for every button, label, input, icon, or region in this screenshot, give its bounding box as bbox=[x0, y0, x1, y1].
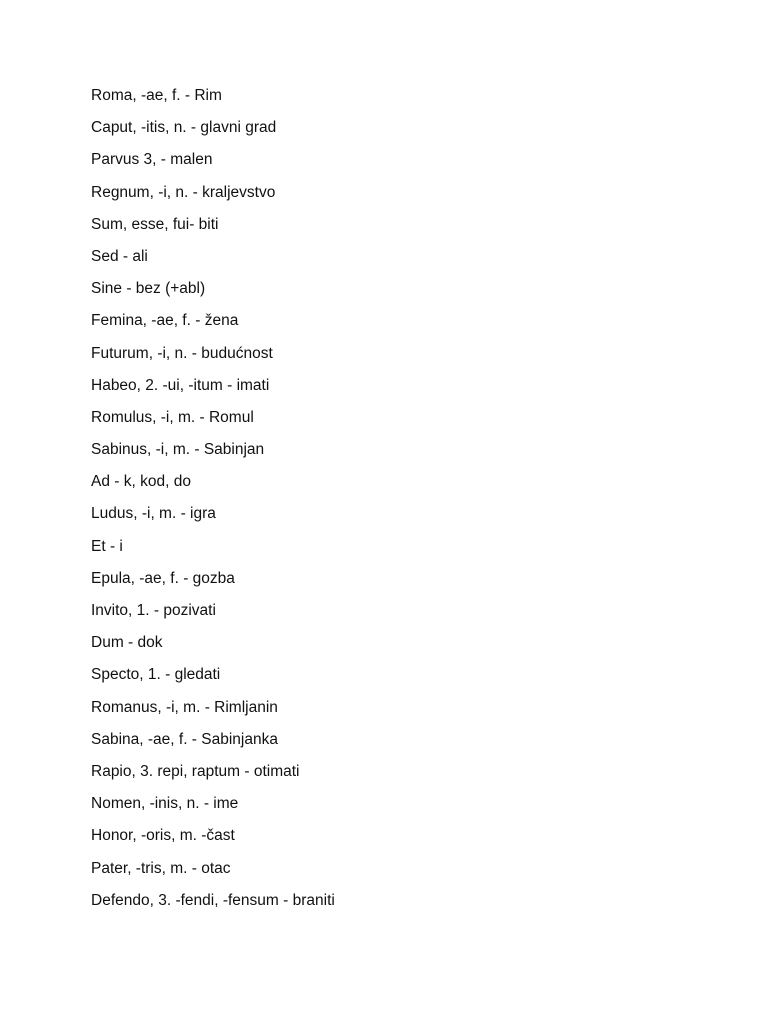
vocab-entry: Romulus, -i, m. - Romul bbox=[91, 408, 254, 426]
vocabulary-list bbox=[91, 86, 335, 923]
vocab-entry: Ad - k, kod, do bbox=[91, 473, 191, 491]
vocab-entry: Caput, -itis, n. - glavni grad bbox=[91, 119, 277, 137]
vocab-entry: Epula, -ae, f. - gozba bbox=[91, 569, 235, 587]
vocab-entry: Sed - ali bbox=[91, 247, 148, 265]
vocab-entry: Parvus 3, - malen bbox=[91, 151, 213, 169]
vocab-entry: Honor, -oris, m. -čast bbox=[91, 827, 235, 845]
vocab-entry: Defendo, 3. -fendi, -fensum - braniti bbox=[91, 891, 335, 909]
vocab-entry: Dum - dok bbox=[91, 634, 163, 652]
vocab-entry: Sum, esse, fui- biti bbox=[91, 215, 219, 233]
vocab-entry: Invito, 1. - pozivati bbox=[91, 602, 216, 619]
vocab-entry: Habeo, 2. -ui, -itum - imati bbox=[91, 376, 270, 394]
vocab-entry: Ludus, -i, m. - igra bbox=[91, 505, 216, 523]
vocab-entry: Futurum, -i, n. - budućnost bbox=[91, 344, 273, 362]
vocab-entry: Femina, -ae, f. - žena bbox=[91, 312, 239, 330]
vocab-entry: Nomen, -inis, n. - ime bbox=[91, 795, 239, 813]
vocab-entry: Roma, -ae, f. - Rim bbox=[91, 87, 222, 104]
vocab-entry: Pater, -tris, m. - otac bbox=[91, 859, 231, 877]
vocab-entry: Regnum, -i, n. - kraljevstvo bbox=[91, 183, 276, 201]
vocab-entry: Rapio, 3. repi, raptum - otimati bbox=[91, 762, 300, 780]
vocab-entry: Sabinus, -i, m. - Sabinjan bbox=[91, 441, 265, 459]
vocab-entry: Specto, 1. - gledati bbox=[91, 666, 221, 684]
vocab-entry: Sabina, -ae, f. - Sabinjanka bbox=[91, 730, 278, 748]
vocab-entry: Sine - bez (+abl) bbox=[91, 280, 206, 298]
vocab-entry: Romanus, -i, m. - Rimljanin bbox=[91, 698, 278, 716]
vocab-entry: Et - i bbox=[91, 537, 123, 555]
